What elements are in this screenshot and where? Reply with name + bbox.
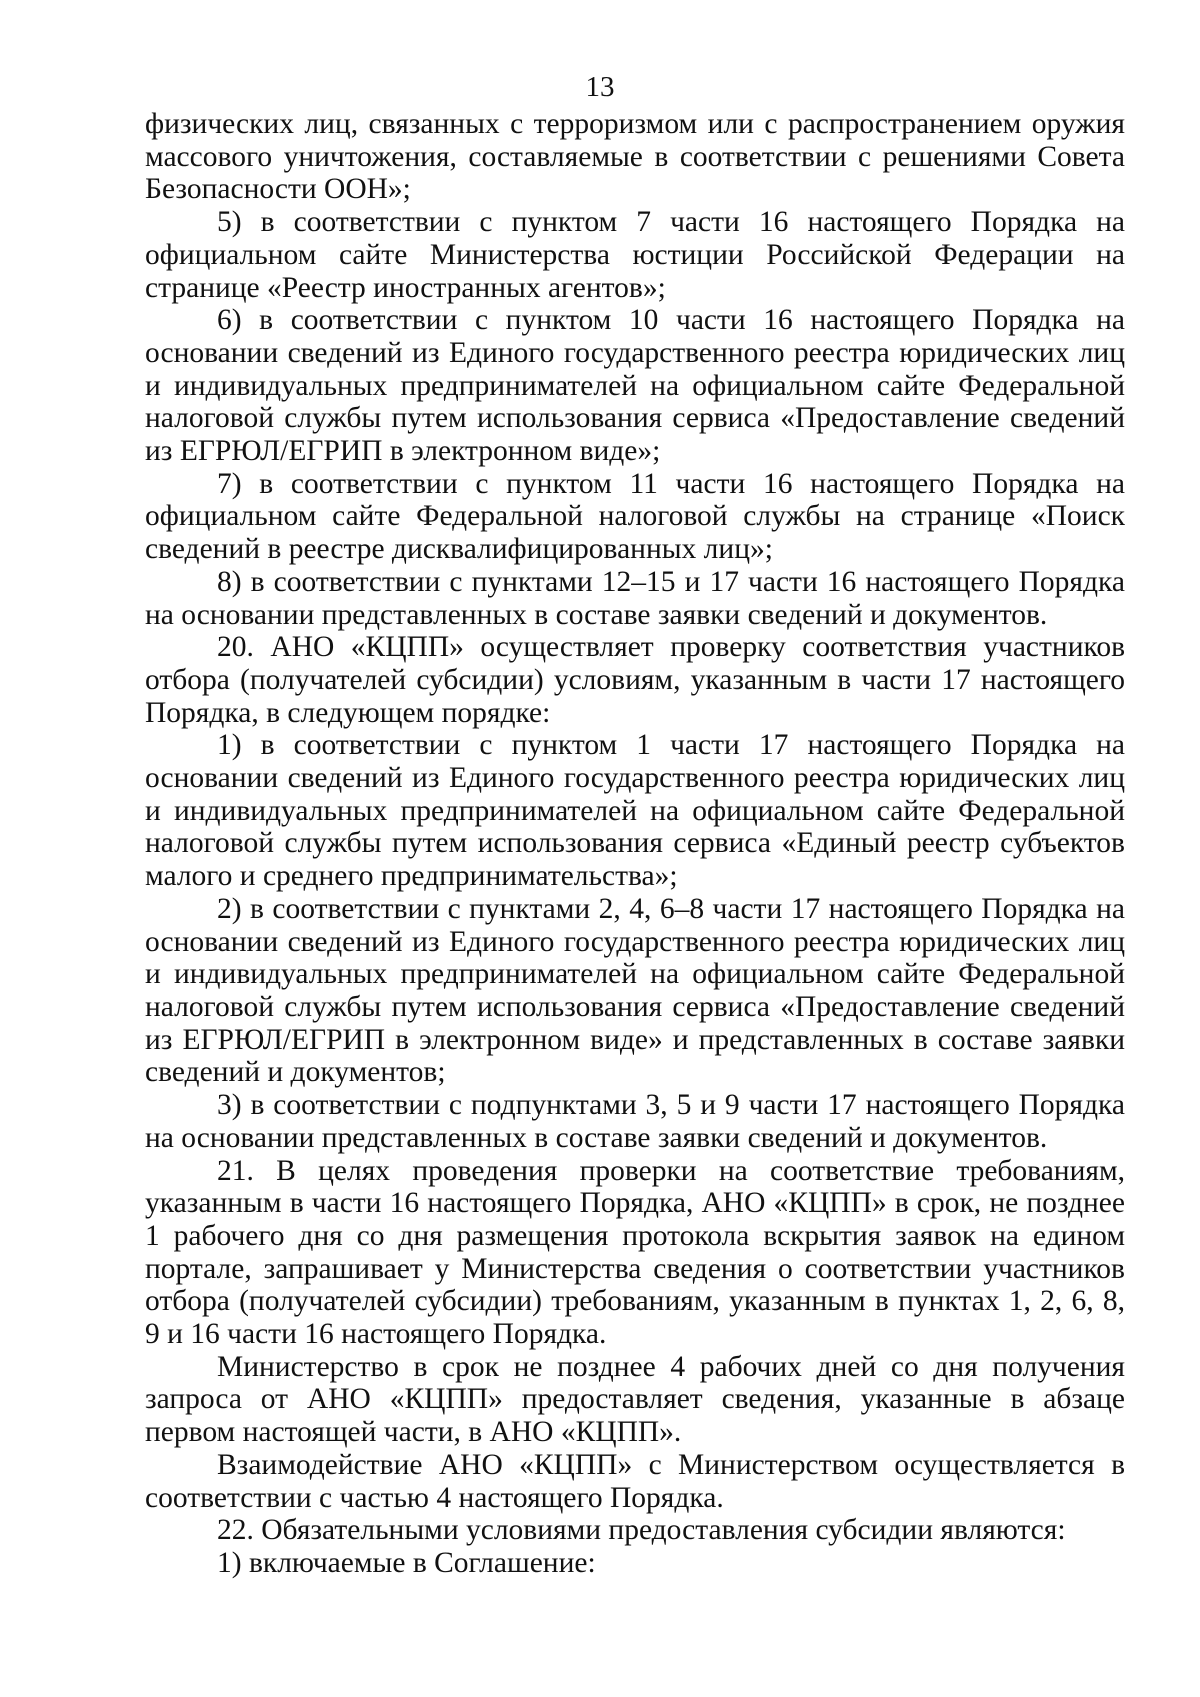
paragraph-21-ministry: Министерство в срок не позднее 4 рабочих дней со дня получения запроса от АНО «КЦПП» предоставляет сведения, указанные в абзаце первом настоящей части, в АНО «КЦПП». bbox=[145, 1350, 1125, 1449]
paragraph-item-6: 6) в соответствии с пунктом 10 части 16 настоящего Порядка на основании сведений из Единого государственного реестра юридических лиц и индивидуальных предпринимателей на официальном сайте Федеральной налоговой службы путем использования сервиса «Предоставление сведений из ЕГРЮЛ/ЕГРИП в электронном виде»; bbox=[145, 304, 1125, 468]
paragraph-20-item-1: 1) в соответствии с пунктом 1 части 17 настоящего Порядка на основании сведений из Единого государственного реестра юридических лиц и индивидуальных предпринимателей на официальном сайте Федеральной налоговой службы путем использования сервиса «Единый реестр субъектов малого и среднего предпринимательства»; bbox=[145, 729, 1125, 893]
paragraph-section-21: 21. В целях проведения проверки на соответствие требованиям, указанным в части 16 настоящего Порядка, АНО «КЦПП» в срок, не позднее 1 рабочего дня со дня размещения протокола вскрытия заявок на едином портале, запрашивает у Министерства сведения о соответствии участников отбора (получателей субсидии) требованиям, указанным в пунктах 1, 2, 6, 8, 9 и 16 части 16 настоящего Порядка. bbox=[145, 1154, 1125, 1351]
paragraph-20-item-2: 2) в соответствии с пунктами 2, 4, 6–8 части 17 настоящего Порядка на основании сведений из Единого государственного реестра юридических лиц и индивидуальных предпринимателей на официальном сайте Федеральной налоговой службы путем использования сервиса «Предоставление сведений из ЕГРЮЛ/ЕГРИП в электронном виде» и представленных в составе заявки сведений и документов; bbox=[145, 892, 1125, 1089]
paragraph-section-20: 20. АНО «КЦПП» осуществляет проверку соответствия участников отбора (получателей субсидии) условиям, указанным в части 17 настоящего Порядка, в следующем порядке: bbox=[145, 631, 1125, 729]
page-number: 13 bbox=[585, 71, 615, 103]
paragraph-22-item-1: 1) включаемые в Соглашение: bbox=[217, 1546, 596, 1579]
paragraph-20-item-3: 3) в соответствии с подпунктами 3, 5 и 9 части 17 настоящего Порядка на основании представленных в составе заявки сведений и документов. bbox=[145, 1089, 1125, 1154]
paragraph-continuation: физических лиц, связанных с терроризмом или с распространением оружия массового уничтожения, составляемые в соответствии с решениями Совета Безопасности ООН»; bbox=[145, 108, 1125, 206]
paragraph-item-7: 7) в соответствии с пунктом 11 части 16 настоящего Порядка на официальном сайте Федеральной налоговой службы на странице «Поиск сведений в реестре дисквалифицированных лиц»; bbox=[145, 467, 1125, 566]
paragraph-section-22: 22. Обязательными условиями предоставления субсидии являются: bbox=[217, 1514, 1066, 1547]
paragraph-21-interaction: Взаимодействие АНО «КЦПП» с Министерством осуществляется в соответствии с частью 4 настоящего Порядка. bbox=[145, 1448, 1125, 1514]
document-body bbox=[145, 108, 1125, 1580]
paragraph-item-5: 5) в соответствии с пунктом 7 части 16 настоящего Порядка на официальном сайте Министерства юстиции Российской Федерации на странице «Реестр иностранных агентов»; bbox=[145, 206, 1125, 304]
paragraph-item-8: 8) в соответствии с пунктами 12–15 и 17 части 16 настоящего Порядка на основании представленных в составе заявки сведений и документов. bbox=[145, 565, 1125, 631]
